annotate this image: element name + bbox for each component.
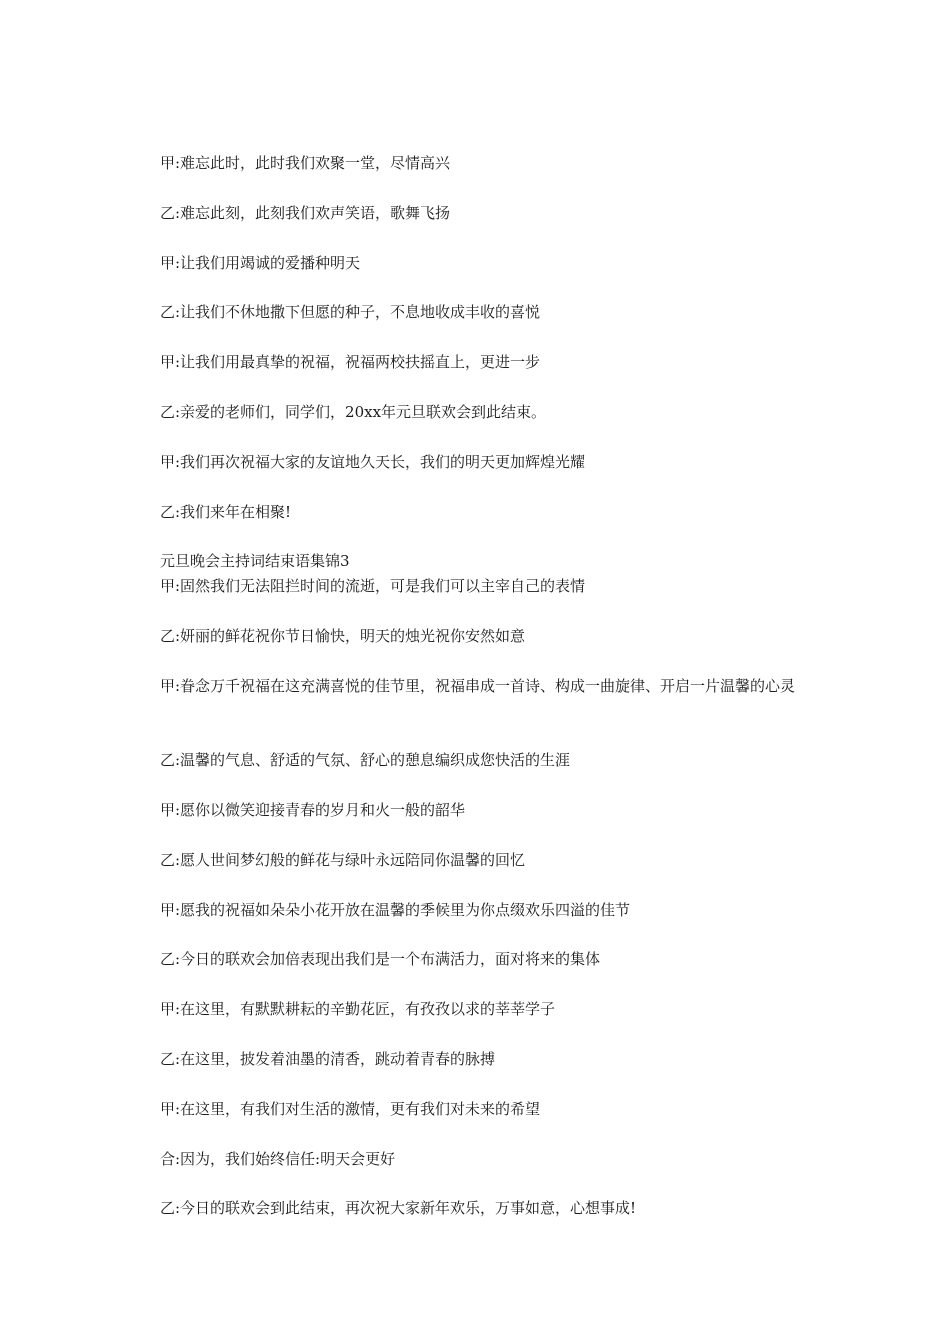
paragraph-5: 甲:让我们用最真挚的祝福，祝福两校扶摇直上，更进一步	[160, 353, 541, 371]
paragraph-14: 乙:愿人世间梦幻般的鲜花与绿叶永远陪同你温馨的回忆	[160, 851, 526, 869]
paragraph-18: 乙:在这里，披发着油墨的清香，跳动着青春的脉搏	[160, 1050, 496, 1068]
section-heading: 元旦晚会主持词结束语集锦3	[160, 552, 350, 570]
paragraph-10: 乙:妍丽的鲜花祝你节日愉快，明天的烛光祝你安然如意	[160, 627, 526, 645]
paragraph-13: 甲:愿你以微笑迎接青春的岁月和火一般的韶华	[160, 801, 466, 819]
paragraph-15: 甲:愿我的祝福如朵朵小花开放在温馨的季候里为你点缀欢乐四溢的佳节	[160, 901, 631, 919]
paragraph-2: 乙:难忘此刻，此刻我们欢声笑语，歌舞飞扬	[160, 204, 451, 222]
paragraph-21: 乙:今日的联欢会到此结束，再次祝大家新年欢乐，万事如意，心想事成!	[160, 1199, 637, 1217]
paragraph-4: 乙:让我们不休地撒下但愿的种子，不息地收成丰收的喜悦	[160, 303, 541, 321]
paragraph-1: 甲:难忘此时，此时我们欢聚一堂，尽情高兴	[160, 154, 451, 172]
paragraph-20: 合:因为，我们始终信任:明天会更好	[160, 1150, 396, 1168]
paragraph-6: 乙:亲爱的老师们，同学们，20xx年元旦联欢会到此结束。	[160, 403, 547, 421]
paragraph-3: 甲:让我们用竭诚的爱播种明天	[160, 254, 361, 272]
paragraph-16: 乙:今日的联欢会加倍表现出我们是一个布满活力，面对将来的集体	[160, 950, 601, 968]
paragraph-9: 甲:固然我们无法阻拦时间的流逝，可是我们可以主宰自己的表情	[160, 577, 586, 595]
paragraph-12: 乙:温馨的气息、舒适的气氛、舒心的憩息编织成您快活的生涯	[160, 751, 571, 769]
paragraph-17: 甲:在这里，有默默耕耘的辛勤花匠，有孜孜以求的莘莘学子	[160, 1000, 556, 1018]
paragraph-8: 乙:我们来年在相聚!	[160, 503, 292, 521]
paragraph-7: 甲:我们再次祝福大家的友谊地久天长，我们的明天更加辉煌光耀	[160, 453, 586, 471]
paragraph-19: 甲:在这里，有我们对生活的激情，更有我们对未来的希望	[160, 1100, 541, 1118]
paragraph-11: 甲:眷念万千祝福在这充满喜悦的佳节里，祝福串成一首诗、构成一曲旋律、开启一片温馨的心灵	[160, 677, 796, 695]
